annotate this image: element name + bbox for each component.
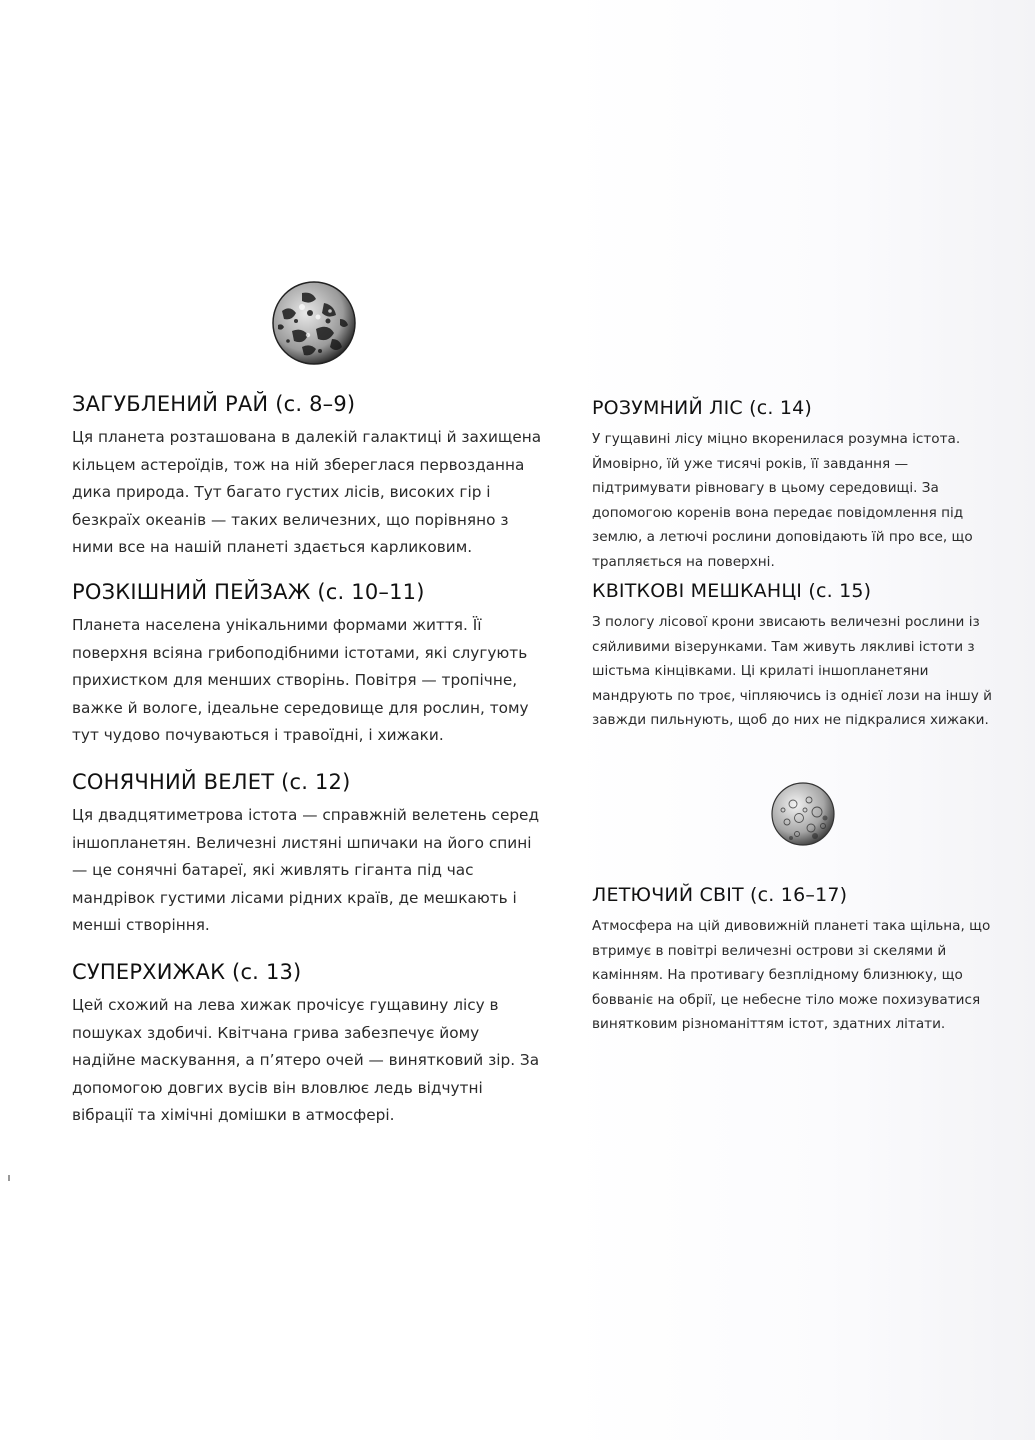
section-text: Ця двадцятиметрова істота — справжній велетень серед іншопланетян. Величезні листяні шпичаки на його спині — це сонячні батареї, які живлять гіганта під час мандрівок густими лісами рідних країв, де мешкають і менші створіння.: [72, 806, 540, 934]
section-flowers: [592, 580, 1007, 733]
section-title: СУПЕРХИЖАК (с. 13): [72, 960, 302, 984]
section-flying: [592, 884, 1007, 1037]
section-title: РОЗКІШНИЙ ПЕЙЗАЖ (с. 10–11): [72, 580, 425, 604]
section-giant: [72, 770, 547, 940]
section-text: У гущавині лісу міцно вкоренилася розумна істота. Ймовірно, їй уже тисячі років, її завдання — підтримувати рівновагу в цьому середовищі. За допомогою коренів вона передає повідомлення під землю, а летючі рослини доповідають їй про все, що трапляється на поверхні.: [592, 431, 973, 570]
section-text: Ця планета розташована в далекій галактиці й захищена кільцем астероїдів, тож на ній збереглася первозданна дика природа. Тут багато густих лісів, високих гір і безкраїх океанів — таких величезних, що порівняно з ними все на нашій планеті здається карликовим.: [72, 428, 542, 556]
section-text: Атмосфера на цій дивовижній планеті така щільна, що втримує в повітрі величезні острови зі скелями й камінням. На противагу безплідному близнюку, що бовваніє на обрії, це небесне тіло може похизуватися винятковим різноманіттям істот, здатних літати.: [592, 918, 991, 1032]
planet-illustration-cratered: [771, 782, 835, 846]
section-title: СОНЯЧНИЙ ВЕЛЕТ (с. 12): [72, 770, 351, 794]
section-forest: [592, 397, 1007, 574]
section-paradise: [72, 392, 547, 562]
section-text: З пологу лісової крони звисають величезні рослини із сяйливими візерунками. Там живуть лякливі істоти з шістьма кінцівками. Ці крилаті іншопланетяни мандрують по троє, чіпляючись із однієї лози на іншу й завжди пильнують, щоб до них не підкралися хижаки.: [592, 614, 992, 728]
section-text: Цей схожий на лева хижак прочісує гущавину лісу в пошуках здобичі. Квітчана грива забезпечує йому надійне маскування, а п’ятеро очей — винятковий зір. За допомогою довгих вусів він вловлює ледь відчутні вібрації та хімічні домішки в атмосфері.: [72, 996, 540, 1124]
section-title: ЗАГУБЛЕНИЙ РАЙ (с. 8–9): [72, 392, 356, 416]
section-predator: [72, 960, 547, 1130]
section-text: Планета населена унікальними формами життя. Її поверхня всіяна грибоподібними істотами, які слугують прихистком для менших створінь. Повітря — тропічне, важке й вологе, ідеальне середовище для рослин, тому тут чудово почуваються і травоїдні, і хижаки.: [72, 616, 529, 744]
section-title: КВІТКОВІ МЕШКАНЦІ (с. 15): [592, 580, 872, 602]
page-edge-mark: [8, 1175, 10, 1181]
section-title: РОЗУМНИЙ ЛІС (с. 14): [592, 397, 813, 419]
section-title: ЛЕТЮЧИЙ СВІТ (с. 16–17): [592, 884, 848, 906]
section-landscape: [72, 580, 547, 750]
planet-illustration-rocky: [272, 281, 356, 365]
